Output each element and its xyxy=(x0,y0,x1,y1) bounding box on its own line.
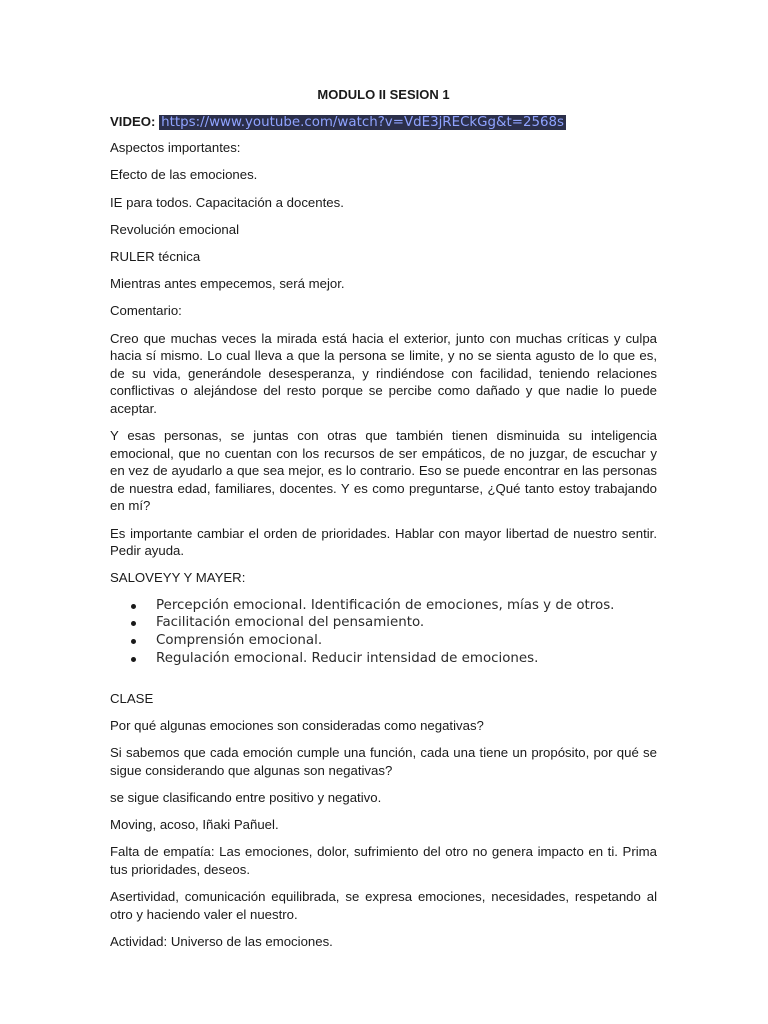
aspecto-item: Revolución emocional xyxy=(110,221,240,237)
aspecto-item: Efecto de las emociones. xyxy=(110,167,258,183)
aspectos-heading: Aspectos importantes: xyxy=(110,140,241,156)
list-item-text: Facilitación emocional del pensamiento. xyxy=(156,615,425,631)
salovey-heading: SALOVEYY Y MAYER: xyxy=(110,570,246,586)
clase-paragraph: Si sabemos que cada emoción cumple una función, cada una tiene un propósito, por qué se sigue considerando que algunas son negativas? xyxy=(110,745,657,778)
clase-paragraph: Por qué algunas emociones son consideradas como negativas? xyxy=(110,717,484,733)
list-item xyxy=(110,614,657,632)
video-line xyxy=(110,113,657,132)
bullet-icon xyxy=(131,639,136,644)
list-item-text: Comprensión emocional. xyxy=(156,633,323,649)
aspecto-item: Mientras antes empecemos, será mejor. xyxy=(110,276,345,292)
bullet-icon xyxy=(131,621,136,626)
list-item-text: Percepción emocional. Identificación de emociones, mías y de otros. xyxy=(156,597,615,613)
comment-paragraph: Es importante cambiar el orden de prioridades. Hablar con mayor libertad de nuestro sentir. Pedir ayuda. xyxy=(110,525,657,559)
page-title: MODULO II SESION 1 xyxy=(317,87,450,102)
salovey-list xyxy=(110,597,657,668)
video-link[interactable]: https://www.youtube.com/watch?v=VdE3jRECkGg&t=2568s xyxy=(161,114,565,130)
list-item xyxy=(110,597,657,615)
clase-paragraph: Asertividad, comunicación equilibrada, se expresa emociones, necesidades, respetando al otro y haciendo valer el nuestro. xyxy=(110,889,657,922)
comentario-heading: Comentario: xyxy=(110,303,182,319)
list-item xyxy=(110,632,657,650)
document-body xyxy=(110,86,657,960)
video-label: VIDEO: xyxy=(110,113,156,129)
list-item-text: Regulación emocional. Reducir intensidad de emociones. xyxy=(156,650,539,666)
bullet-icon xyxy=(131,604,136,609)
aspecto-item: IE para todos. Capacitación a docentes. xyxy=(110,194,344,210)
aspecto-item: RULER técnica xyxy=(110,248,201,264)
clase-heading: CLASE xyxy=(110,690,154,706)
clase-paragraph: se sigue clasificando entre positivo y negativo. xyxy=(110,789,382,805)
clase-paragraph: Falta de empatía: Las emociones, dolor, sufrimiento del otro no genera impacto en ti. Prima tus prioridades, deseos. xyxy=(110,844,657,877)
comment-paragraph: Y esas personas, se juntas con otras que también tienen disminuida su inteligencia emocional, que no cuentan con los recursos de ser empáticos, de no juzgar, de escuchar y en vez de ayudarlo a que sea mejor, es lo contrario. Eso se puede encontrar en las personas de nuestra edad, familiares, docentes. Y es como preguntarse, ¿Qué tanto estoy trabajando en mí? xyxy=(110,428,657,514)
clase-paragraph: Moving, acoso, Iñaki Pañuel. xyxy=(110,817,279,833)
bullet-icon xyxy=(131,657,136,662)
list-item xyxy=(110,650,657,668)
clase-paragraph: Actividad: Universo de las emociones. xyxy=(110,933,333,949)
comment-paragraph: Creo que muchas veces la mirada está hacia el exterior, junto con muchas críticas y culpa hacia sí mismo. Lo cual lleva a que la persona se limite, y no se sienta agusto de lo que es, de su vida, generándole desesperanza, y rindiéndose con facilidad, teniendo relaciones conflictivas o alejándose del resto porque se percibe como dañado y que nadie lo puede aceptar. xyxy=(110,330,657,416)
